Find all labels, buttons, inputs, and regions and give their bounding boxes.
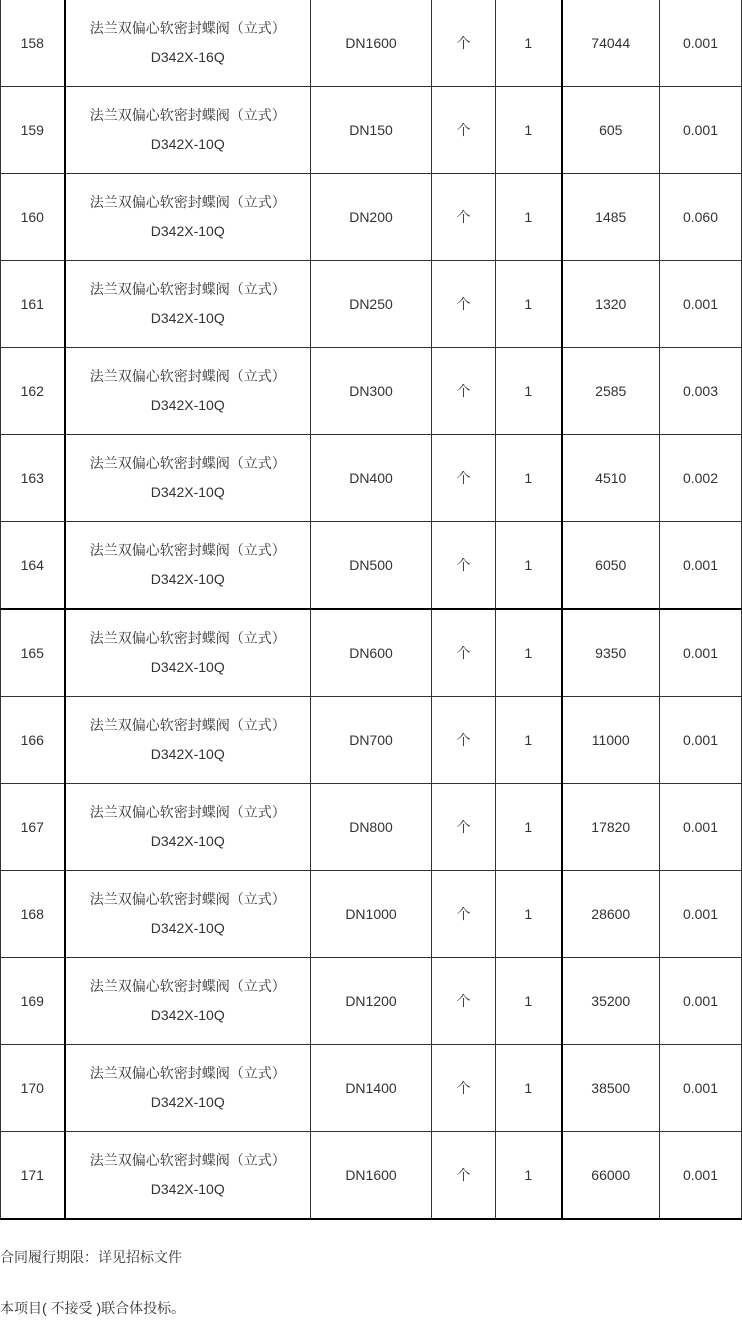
unit-cell: 个: [432, 435, 496, 522]
spec-cell: DN300: [311, 348, 432, 435]
table-row: [1, 522, 742, 610]
quantity-cell: 1: [496, 609, 562, 697]
quantity-cell: 1: [496, 1045, 562, 1132]
ratio-cell: 0.060: [660, 174, 742, 261]
item-name-cell: [65, 1045, 311, 1132]
item-model-text: D342X-10Q: [150, 746, 225, 762]
spec-cell: DN150: [311, 87, 432, 174]
ratio-cell: 0.001: [660, 958, 742, 1045]
item-name-cell: [65, 609, 311, 697]
spec-cell: DN1200: [311, 958, 432, 1045]
item-model-text: D342X-10Q: [150, 920, 225, 936]
table-row: [1, 958, 742, 1045]
ratio-cell: 0.001: [660, 1045, 742, 1132]
item-name-text: 法兰双偏心软密封蝶阀（立式）: [89, 978, 286, 994]
spec-cell: DN1400: [311, 1045, 432, 1132]
unit-cell: 个: [432, 871, 496, 958]
spec-cell: DN500: [311, 522, 432, 610]
price-cell: 4510: [562, 435, 660, 522]
item-model-text: D342X-10Q: [150, 1181, 225, 1197]
table-row: [1, 1045, 742, 1132]
spec-cell: DN1600: [311, 1132, 432, 1220]
row-number-cell: 170: [1, 1045, 65, 1132]
item-name-text: 法兰双偏心软密封蝶阀（立式）: [89, 717, 286, 733]
unit-cell: 个: [432, 609, 496, 697]
row-number-cell: 167: [1, 784, 65, 871]
quantity-cell: 1: [496, 435, 562, 522]
row-number-cell: 166: [1, 697, 65, 784]
item-model-text: D342X-10Q: [150, 833, 225, 849]
price-cell: 9350: [562, 609, 660, 697]
unit-cell: 个: [432, 261, 496, 348]
item-model-text: D342X-10Q: [150, 1094, 225, 1110]
row-number-cell: 159: [1, 87, 65, 174]
row-number-cell: 162: [1, 348, 65, 435]
ratio-cell: 0.001: [660, 609, 742, 697]
table-row: [1, 261, 742, 348]
ratio-cell: 0.001: [660, 87, 742, 174]
table-row: [1, 174, 742, 261]
price-cell: 605: [562, 87, 660, 174]
table-row: [1, 1132, 742, 1220]
row-number-cell: 165: [1, 609, 65, 697]
spec-cell: DN400: [311, 435, 432, 522]
item-name-text: 法兰双偏心软密封蝶阀（立式）: [89, 20, 286, 36]
ratio-cell: 0.003: [660, 348, 742, 435]
item-model-text: D342X-10Q: [150, 1007, 225, 1023]
price-cell: 11000: [562, 697, 660, 784]
quantity-cell: 1: [496, 871, 562, 958]
item-name-text: 法兰双偏心软密封蝶阀（立式）: [89, 542, 286, 558]
quantity-cell: 1: [496, 522, 562, 610]
item-name-cell: [65, 87, 311, 174]
quantity-cell: 1: [496, 697, 562, 784]
row-number-cell: 163: [1, 435, 65, 522]
spec-cell: DN600: [311, 609, 432, 697]
item-name-cell: [65, 0, 311, 87]
ratio-cell: 0.001: [660, 1132, 742, 1220]
item-model-text: D342X-10Q: [150, 484, 225, 500]
price-cell: 1320: [562, 261, 660, 348]
item-name-text: 法兰双偏心软密封蝶阀（立式）: [89, 281, 286, 297]
price-cell: 1485: [562, 174, 660, 261]
row-number-cell: 171: [1, 1132, 65, 1220]
unit-cell: 个: [432, 87, 496, 174]
table-row: [1, 609, 742, 697]
quantity-cell: 1: [496, 1132, 562, 1220]
unit-cell: 个: [432, 174, 496, 261]
item-name-text: 法兰双偏心软密封蝶阀（立式）: [89, 107, 286, 123]
ratio-cell: 0.001: [660, 0, 742, 87]
price-cell: 38500: [562, 1045, 660, 1132]
row-number-cell: 161: [1, 261, 65, 348]
item-model-text: D342X-10Q: [150, 136, 225, 152]
item-name-text: 法兰双偏心软密封蝶阀（立式）: [89, 630, 286, 646]
quantity-cell: 1: [496, 261, 562, 348]
unit-cell: 个: [432, 784, 496, 871]
price-cell: 35200: [562, 958, 660, 1045]
item-name-cell: [65, 261, 311, 348]
price-cell: 66000: [562, 1132, 660, 1220]
item-name-text: 法兰双偏心软密封蝶阀（立式）: [89, 891, 286, 907]
consortium-text: 本项目( 不接受 )联合体投标。: [0, 1300, 186, 1316]
item-name-cell: [65, 697, 311, 784]
item-name-cell: [65, 348, 311, 435]
item-name-cell: [65, 522, 311, 610]
row-number-cell: 168: [1, 871, 65, 958]
item-name-cell: [65, 1132, 311, 1220]
table-row: [1, 348, 742, 435]
unit-cell: 个: [432, 697, 496, 784]
spec-cell: DN250: [311, 261, 432, 348]
spec-cell: DN1600: [311, 0, 432, 87]
quantity-cell: 1: [496, 174, 562, 261]
spec-cell: DN200: [311, 174, 432, 261]
spec-cell: DN700: [311, 697, 432, 784]
quantity-cell: 1: [496, 958, 562, 1045]
item-model-text: D342X-10Q: [150, 310, 225, 326]
ratio-cell: 0.001: [660, 522, 742, 610]
price-cell: 2585: [562, 348, 660, 435]
ratio-cell: 0.001: [660, 784, 742, 871]
item-name-text: 法兰双偏心软密封蝶阀（立式）: [89, 455, 286, 471]
item-name-text: 法兰双偏心软密封蝶阀（立式）: [89, 804, 286, 820]
item-name-text: 法兰双偏心软密封蝶阀（立式）: [89, 1152, 286, 1168]
contract-period-text: 合同履行期限：详见招标文件: [0, 1249, 182, 1265]
unit-cell: 个: [432, 348, 496, 435]
item-model-text: D342X-10Q: [150, 659, 225, 675]
table-row: [1, 435, 742, 522]
table-body: [1, 0, 742, 1219]
ratio-cell: 0.002: [660, 435, 742, 522]
item-model-text: D342X-10Q: [150, 571, 225, 587]
price-cell: 17820: [562, 784, 660, 871]
item-name-text: 法兰双偏心软密封蝶阀（立式）: [89, 1065, 286, 1081]
price-cell: 28600: [562, 871, 660, 958]
row-number-cell: 169: [1, 958, 65, 1045]
unit-cell: 个: [432, 0, 496, 87]
unit-cell: 个: [432, 1132, 496, 1220]
table-row: [1, 0, 742, 87]
table-row: [1, 784, 742, 871]
price-cell: 74044: [562, 0, 660, 87]
item-name-text: 法兰双偏心软密封蝶阀（立式）: [89, 368, 286, 384]
quantity-cell: 1: [496, 348, 562, 435]
item-name-cell: [65, 958, 311, 1045]
item-model-text: D342X-10Q: [150, 397, 225, 413]
table-row: [1, 871, 742, 958]
item-name-text: 法兰双偏心软密封蝶阀（立式）: [89, 194, 286, 210]
item-name-cell: [65, 174, 311, 261]
unit-cell: 个: [432, 958, 496, 1045]
unit-cell: 个: [432, 1045, 496, 1132]
item-name-cell: [65, 871, 311, 958]
item-name-cell: [65, 784, 311, 871]
spec-cell: DN1000: [311, 871, 432, 958]
row-number-cell: 158: [1, 0, 65, 87]
item-name-cell: [65, 435, 311, 522]
quantity-cell: 1: [496, 784, 562, 871]
ratio-cell: 0.001: [660, 261, 742, 348]
table-row: [1, 87, 742, 174]
table-row: [1, 697, 742, 784]
row-number-cell: 164: [1, 522, 65, 610]
item-model-text: D342X-10Q: [150, 223, 225, 239]
row-number-cell: 160: [1, 174, 65, 261]
quantity-cell: 1: [496, 87, 562, 174]
spec-cell: DN800: [311, 784, 432, 871]
price-cell: 6050: [562, 522, 660, 610]
quantity-cell: 1: [496, 0, 562, 87]
item-model-text: D342X-16Q: [150, 49, 225, 65]
ratio-cell: 0.001: [660, 697, 742, 784]
ratio-cell: 0.001: [660, 871, 742, 958]
unit-cell: 个: [432, 522, 496, 610]
